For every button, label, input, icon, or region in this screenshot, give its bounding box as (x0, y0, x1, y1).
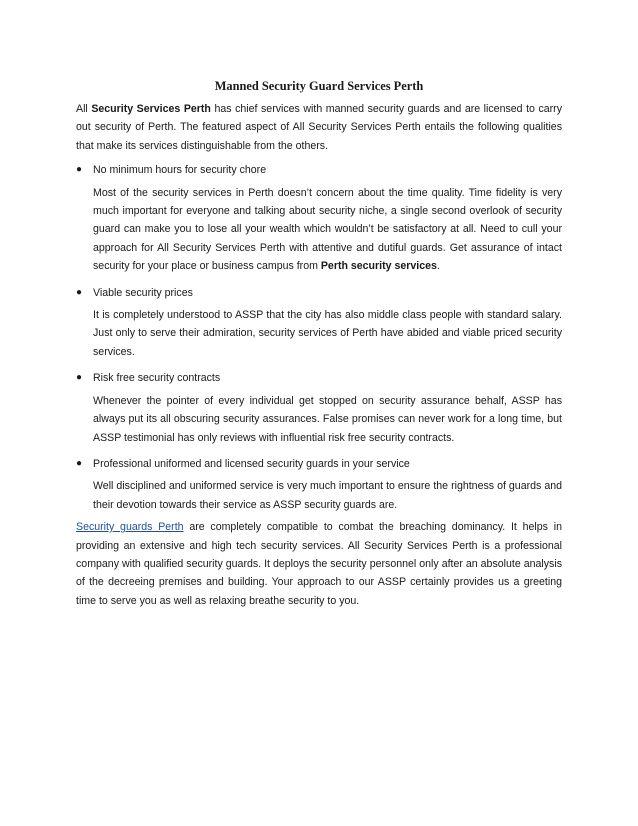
intro-paragraph (76, 100, 562, 155)
bullet-detail-1 (76, 184, 562, 276)
bullet-icon: ● (76, 457, 83, 469)
bullet-detail-4 (76, 477, 562, 514)
bullet-detail-2 (76, 306, 562, 361)
bullet-heading: Viable security prices (93, 286, 193, 299)
document-page (76, 76, 562, 610)
bullet-detail-text: Most of the security services in Perth doesn’t concern about the time quality. Time fidelity is very much important for everyone and talking about security niche, a single second overlook of security guard can make you to lose all your wealth which wouldn’t be satisfactory at all. Need to cull your approach for All Security Services Perth with attentive and dutiful guards. Get assurance of intact security for your place or business campus from (93, 186, 562, 273)
bullet-item-4 (76, 455, 562, 473)
page-title: Manned Security Guard Services Perth (214, 79, 424, 93)
bullet-item-2 (76, 284, 562, 302)
closing-paragraph (76, 518, 562, 610)
bullet-icon: ● (76, 286, 83, 298)
bullet-detail-text: Well disciplined and uniformed service is very much important to ensure the rightness of guards and their devotion towards their service as ASSP security guards are. (93, 480, 562, 511)
intro-prefix: All (76, 103, 92, 115)
bullet-detail-text: It is completely understood to ASSP that the city has also middle class people with standard salary. Just only to serve their admiration, security services of Perth have abided and viable priced security services. (93, 309, 562, 358)
bullet-bold-term: Perth security services (320, 260, 437, 273)
bullet-detail-text: Whenever the pointer of every individual get stopped on security assurance behalf, ASSP has always put its all obscuring security assurances. False promises can never work for a long time, but ASSP testimonial has only reviews with influential risk free security contracts. (93, 394, 562, 444)
bullet-detail-3 (76, 392, 562, 447)
bullet-icon: ● (76, 372, 83, 384)
bullet-heading: Risk free security contracts (93, 372, 221, 385)
bullet-item-3 (76, 369, 562, 387)
closing-text: are completely compatible to combat the breaching dominancy. It helps in providing an extensive and high tech security services. All Security Services Perth is a professional company with qualified security guards. It deploys the security personnel only after an absolute analysis of the decreeing premises and building. Your approach to our ASSP certainly provides us a greeting time to serve you as well as relaxing breathe security to you. (76, 521, 562, 607)
bullet-item-1 (76, 161, 562, 179)
bullet-detail-suffix: . (436, 260, 440, 273)
security-guards-perth-link[interactable]: Security guards Perth (76, 521, 184, 534)
intro-text: has chief services with manned security guards and are licensed to carry out security of Perth. The featured aspect of All Security Services Perth entails the following qualities that make its services distinguishable from the others. (76, 103, 563, 152)
bullet-heading: Professional uniformed and licensed security guards in your service (93, 457, 410, 470)
intro-bold-term: Security Services Perth (91, 103, 211, 115)
bullet-heading: No minimum hours for security chore (93, 164, 267, 177)
bullet-icon: ● (76, 164, 83, 176)
